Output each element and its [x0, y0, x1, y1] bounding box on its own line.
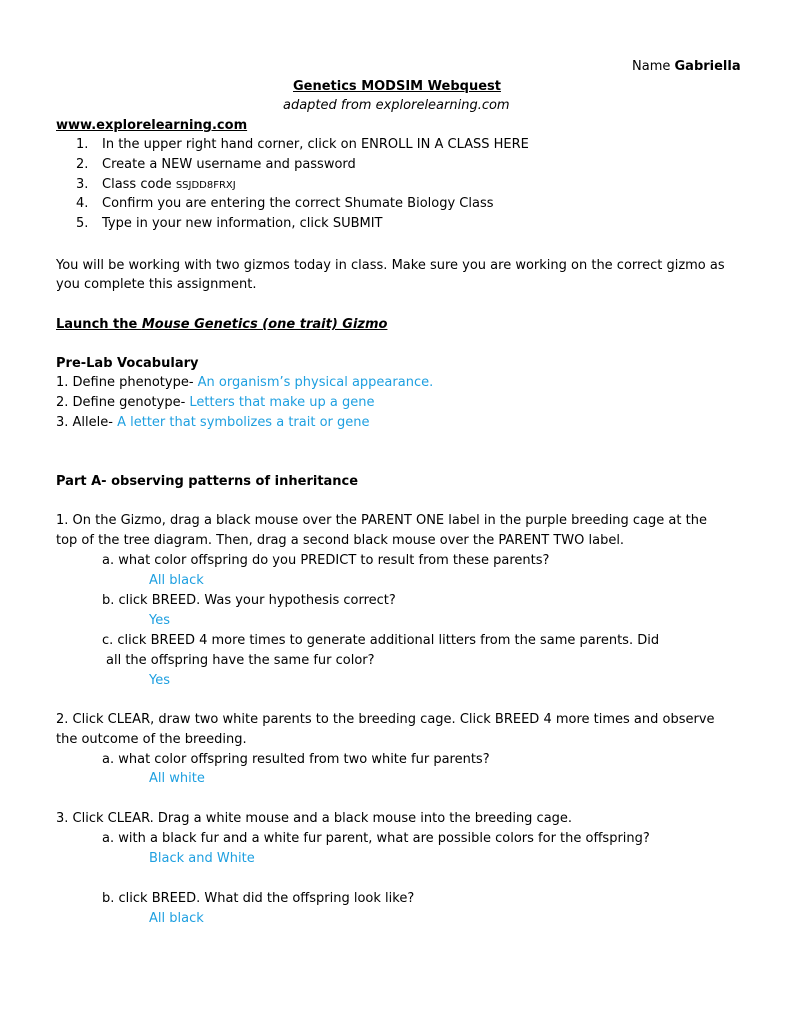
setup-step-3: [76, 175, 236, 196]
class-code: SSJDD8FRXJ: [175, 180, 236, 191]
setup-step-1: [76, 135, 529, 155]
name-value: Gabriella: [674, 59, 741, 74]
step-text: Class code: [102, 177, 172, 192]
q1c-question-line-1: c. click BREED 4 more times to generate additional litters from the same parents. Did: [102, 633, 660, 648]
q1-line-1: 1. On the Gizmo, drag a black mouse over the PARENT ONE label in the purple breeding cage at the: [56, 513, 707, 528]
part-a-heading: Part A- observing patterns of inheritance: [56, 474, 359, 489]
step-text: Create a NEW username and password: [102, 157, 356, 172]
vocab-item-phenotype: [56, 373, 433, 393]
vocab-question: 3. Allele-: [56, 415, 118, 430]
setup-step-2: [76, 155, 356, 175]
q2a-answer: All white: [149, 771, 205, 786]
gizmo-name: Mouse Genetics (one trait) Gizmo: [141, 317, 388, 332]
q1b-question: b. click BREED. Was your hypothesis correct?: [102, 593, 396, 608]
step-text: Type in your new information, click SUBMIT: [102, 216, 383, 231]
q3-line-1: 3. Click CLEAR. Drag a white mouse and a black mouse into the breeding cage.: [56, 811, 573, 826]
q3a-question: a. with a black fur and a white fur parent, what are possible colors for the offspring?: [102, 831, 650, 846]
vocab-answer: An organism’s physical appearance.: [197, 375, 434, 390]
vocab-item-allele: [56, 413, 369, 433]
name-label: Name: [632, 59, 671, 74]
q2a-question: a. what color offspring resulted from two white fur parents?: [102, 752, 490, 767]
setup-step-4: [76, 194, 494, 214]
website-link[interactable]: www.explorelearning.com: [56, 118, 248, 133]
setup-step-5: [76, 214, 383, 234]
vocab-item-genotype: [56, 393, 374, 413]
vocab-question: 1. Define phenotype-: [56, 375, 198, 390]
q3b-answer: All black: [149, 911, 204, 926]
vocab-answer: Letters that make up a gene: [189, 395, 375, 410]
intro-line-1: You will be working with two gizmos today in class. Make sure you are working on the correct gizmo as: [56, 258, 725, 273]
step-number: 5.: [76, 216, 89, 231]
vocab-heading: Pre-Lab Vocabulary: [56, 356, 199, 371]
q1a-answer: All black: [149, 573, 204, 588]
document-subtitle: adapted from explorelearning.com: [283, 98, 510, 113]
q2-line-2: the outcome of the breeding.: [56, 732, 247, 747]
document-title: Genetics MODSIM Webquest: [293, 79, 501, 94]
launch-heading: [56, 315, 387, 335]
step-number: 3.: [76, 177, 89, 192]
q1c-answer: Yes: [149, 673, 170, 688]
step-text: Confirm you are entering the correct Shumate Biology Class: [102, 196, 494, 211]
step-number: 4.: [76, 196, 89, 211]
step-text: In the upper right hand corner, click on ENROLL IN A CLASS HERE: [102, 137, 529, 152]
step-number: 1.: [76, 137, 89, 152]
q3b-question: b. click BREED. What did the offspring look like?: [102, 891, 415, 906]
q1c-question-line-2: all the offspring have the same fur color?: [106, 653, 375, 668]
launch-text: Launch the: [56, 317, 142, 332]
intro-line-2: you complete this assignment.: [56, 277, 257, 292]
q1b-answer: Yes: [149, 613, 170, 628]
step-number: 2.: [76, 157, 89, 172]
q3a-answer: Black and White: [149, 851, 255, 866]
q1a-question: a. what color offspring do you PREDICT to result from these parents?: [102, 553, 550, 568]
name-line: [632, 57, 741, 77]
q1-line-2: top of the tree diagram. Then, drag a second black mouse over the PARENT TWO label.: [56, 533, 625, 548]
vocab-question: 2. Define genotype-: [56, 395, 190, 410]
vocab-answer: A letter that symbolizes a trait or gene: [117, 415, 370, 430]
q2-line-1: 2. Click CLEAR, draw two white parents to the breeding cage. Click BREED 4 more times and observe: [56, 712, 715, 727]
